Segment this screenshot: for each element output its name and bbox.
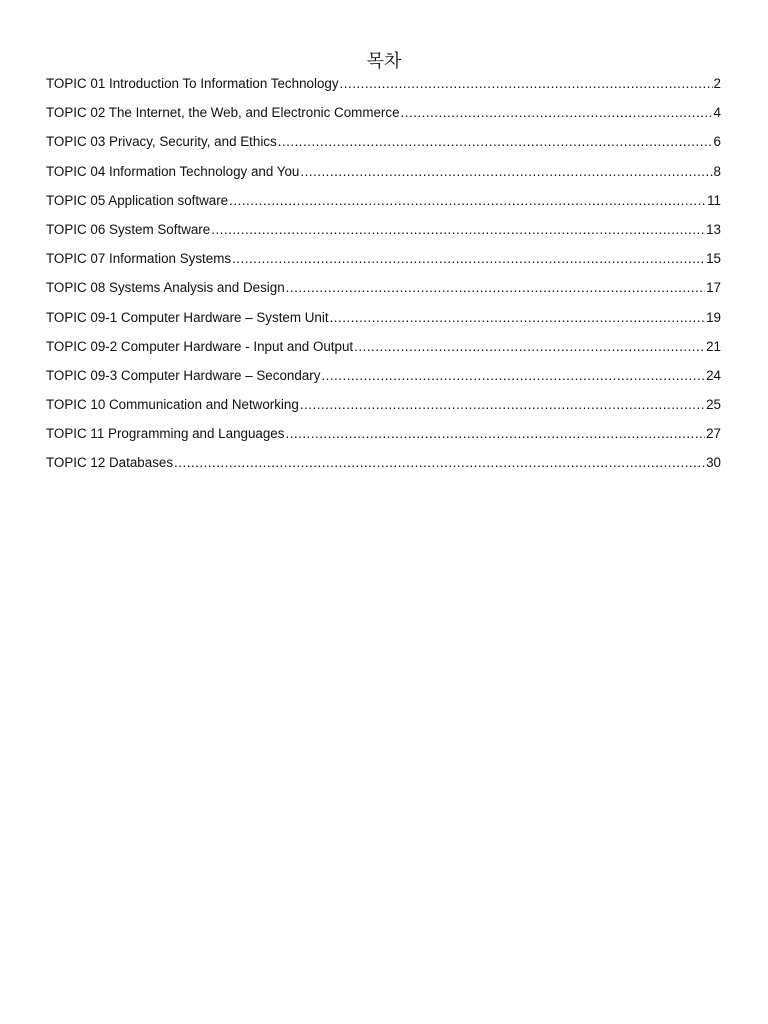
toc-entry[interactable] [46,101,721,130]
dot-leader [211,218,705,242]
toc-entry-page-number: 19 [706,309,721,325]
toc-entry-text: TOPIC 01 Introduction To Information Technology [46,76,339,91]
dot-leader [300,393,705,417]
toc-entry-page-number: 21 [706,338,721,354]
toc-entry-page-number: 4 [713,105,721,121]
toc-entry-text: TOPIC 04 Information Technology and You [46,163,300,179]
dot-leader [285,422,705,446]
dot-leader [278,130,713,154]
toc-entry-text: TOPIC 05 Application software [46,192,229,208]
dot-leader [232,247,705,271]
dot-leader [340,72,713,96]
toc-entry[interactable] [46,247,721,276]
toc-entry-text: TOPIC 09-1 Computer Hardware – System Unit [46,309,329,325]
toc-entry[interactable] [46,393,721,422]
toc-entry[interactable] [46,364,721,393]
dot-leader [300,160,712,184]
toc-entry-page-number: 6 [713,134,721,150]
toc-entry-page-number: 8 [713,163,721,179]
toc-entry[interactable] [46,218,721,247]
toc-entry[interactable] [46,276,721,305]
toc-entry[interactable] [46,422,721,451]
dot-leader [354,335,705,359]
toc-entry[interactable] [46,451,721,480]
toc-entry-text: TOPIC 12 Databases [46,455,174,471]
toc-entry-text: TOPIC 08 Systems Analysis and Design [46,280,285,296]
toc-entry-text: TOPIC 11 Programming and Languages [46,426,285,442]
table-of-contents [46,72,721,481]
dot-leader [286,276,705,300]
toc-entry[interactable] [46,335,721,364]
toc-entry-page-number: 27 [706,426,721,442]
dot-leader [401,101,713,125]
dot-leader [321,364,705,388]
toc-entry-text: TOPIC 03 Privacy, Security, and Ethics [46,134,277,150]
toc-entry[interactable] [46,72,721,101]
dot-leader [330,306,706,330]
toc-entry-page-number: 11 [707,192,721,208]
dot-leader [174,451,705,475]
toc-entry-text: TOPIC 07 Information Systems [46,251,232,267]
toc-entry-text: TOPIC 06 System Software [46,221,211,237]
toc-entry-page-number: 17 [706,280,721,296]
toc-entry[interactable] [46,189,721,218]
toc-entry-page-number: 13 [706,221,721,237]
toc-entry[interactable] [46,306,721,335]
toc-entry[interactable] [46,160,721,189]
toc-entry-text: TOPIC 09-2 Computer Hardware - Input and Output [46,338,354,354]
toc-entry-text: TOPIC 02 The Internet, the Web, and Electronic Commerce [46,105,400,121]
toc-entry-page-number: 24 [706,367,721,383]
toc-title: 목차 [366,51,402,72]
toc-entry[interactable] [46,130,721,159]
toc-entry-page-number: 30 [706,455,721,471]
toc-entry-text: TOPIC 10 Communication and Networking [46,397,299,413]
toc-entry-page-number: 25 [706,397,721,413]
toc-entry-text: TOPIC 09-3 Computer Hardware – Secondary [46,367,321,383]
toc-entry-page-number: 15 [706,251,721,267]
dot-leader [229,189,706,213]
toc-entry-page-number: 2 [713,76,721,91]
